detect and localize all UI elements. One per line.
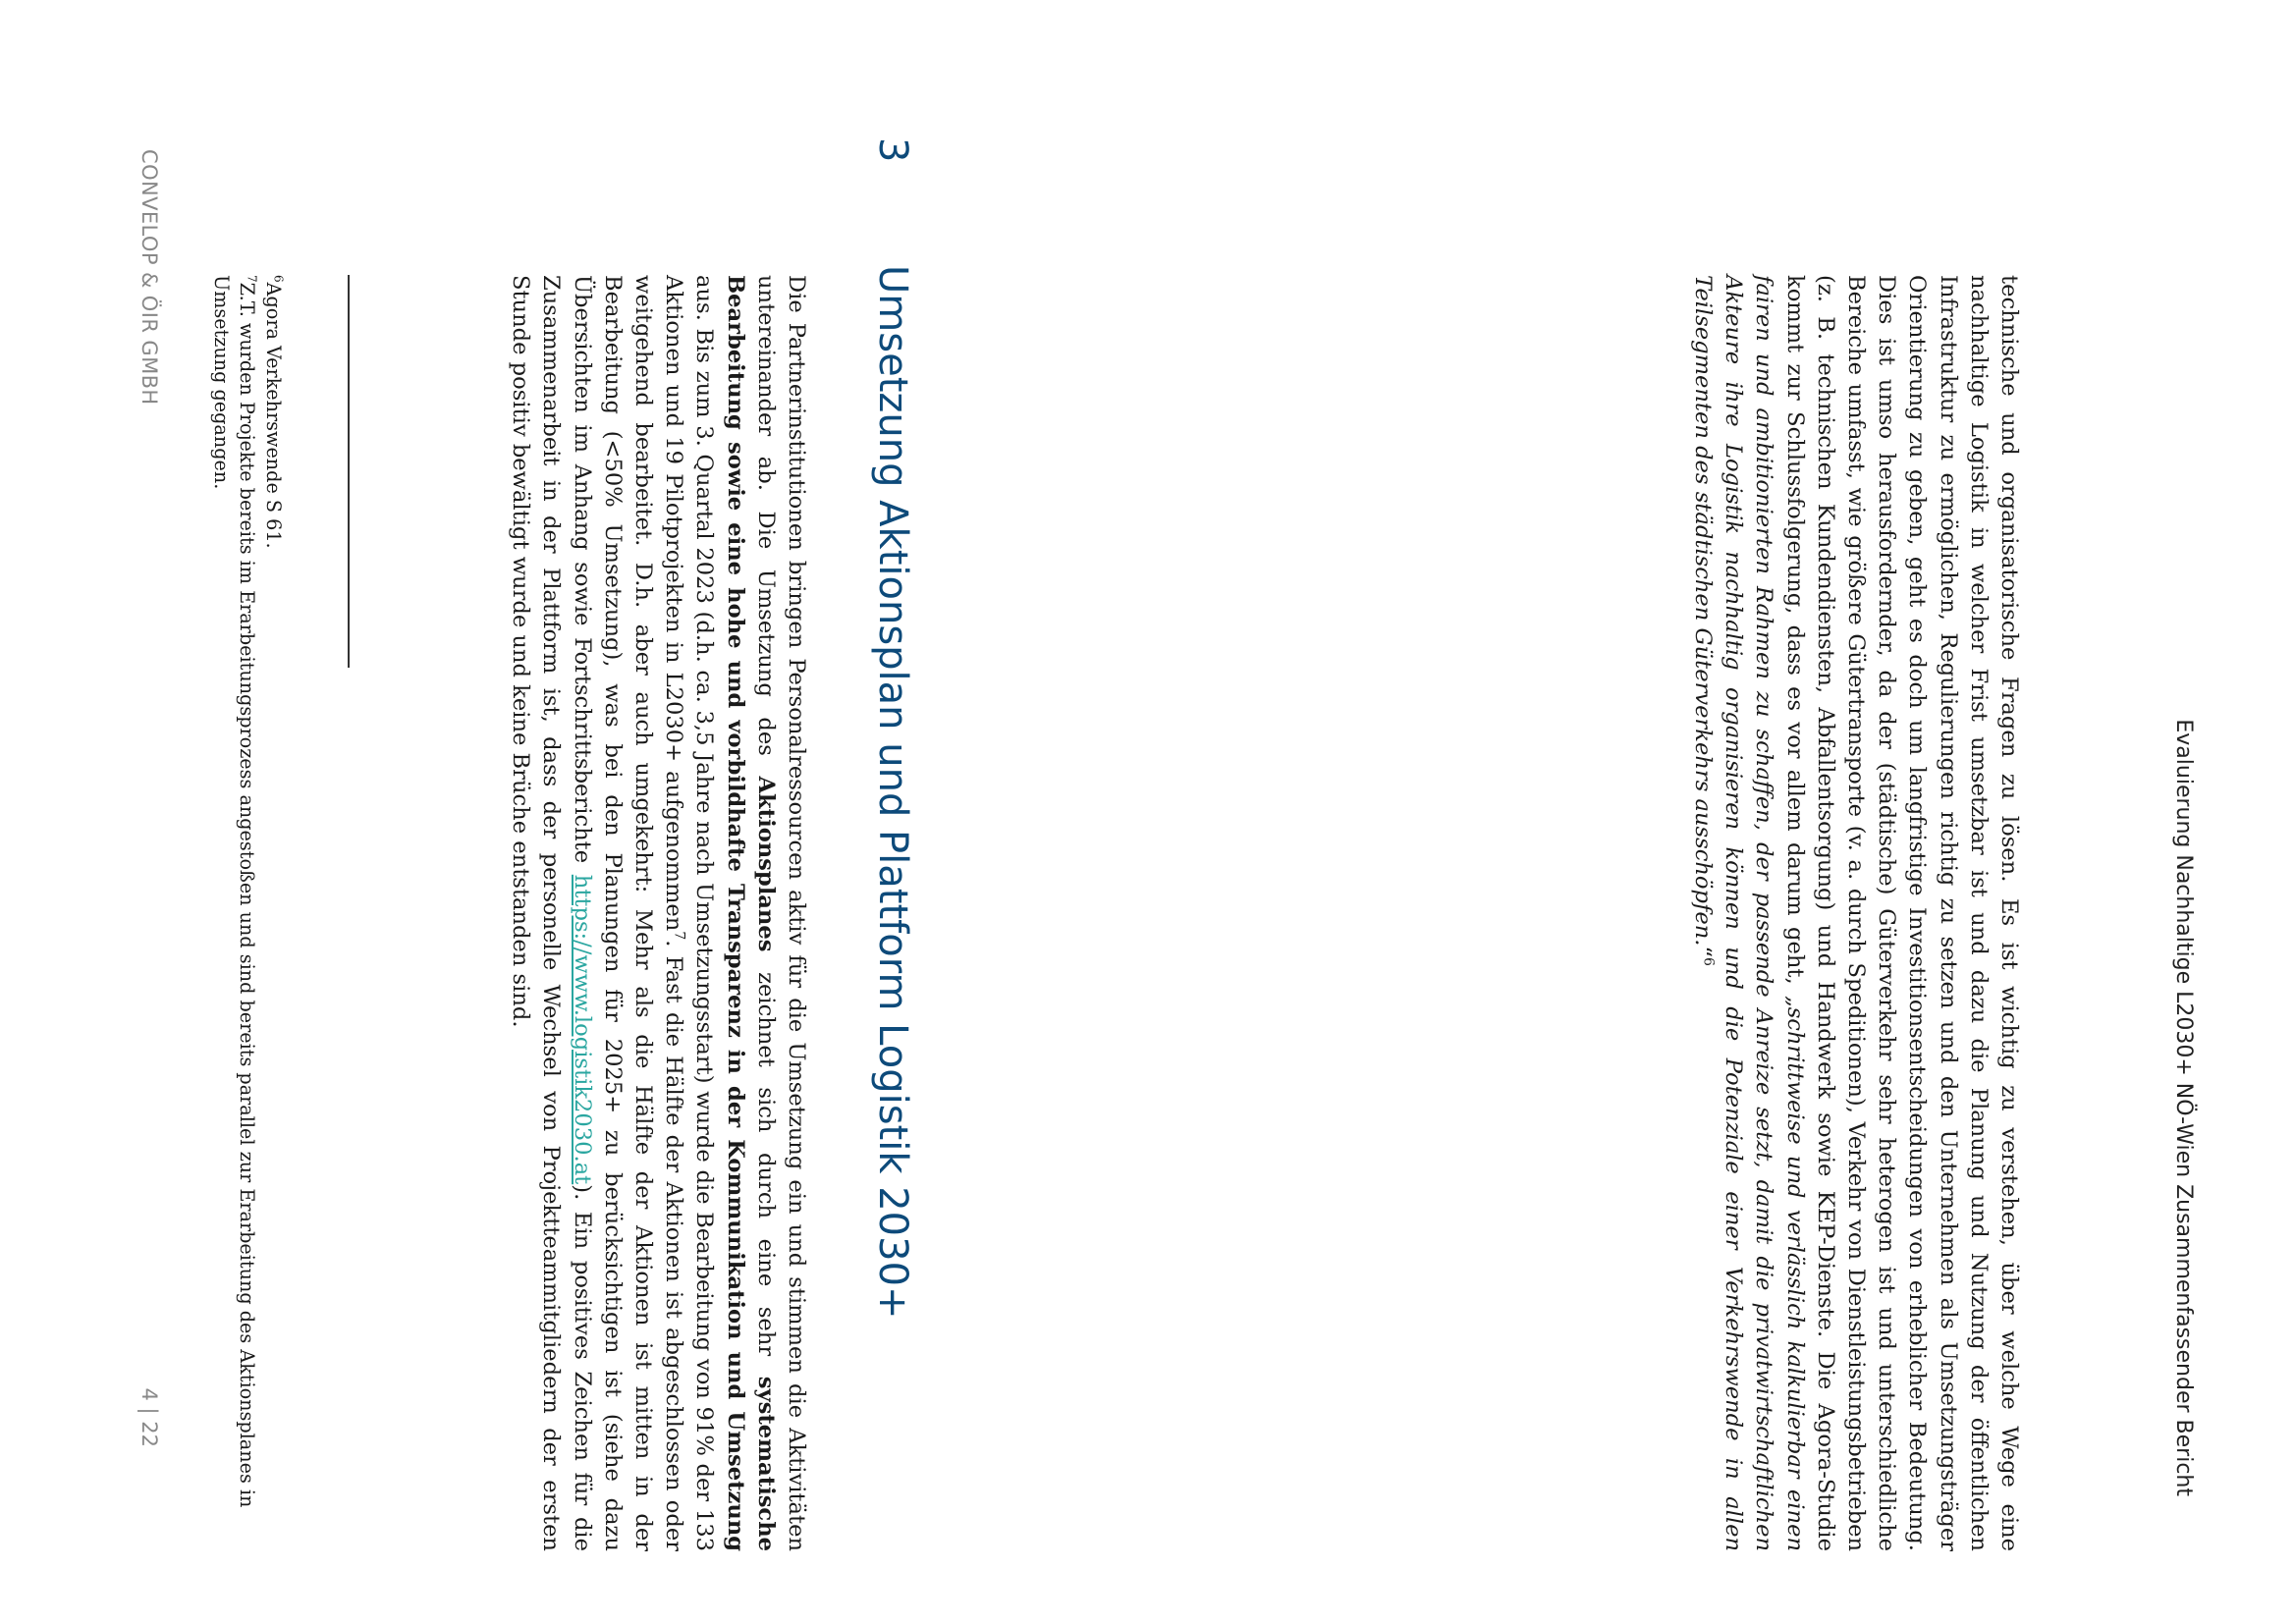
agora-quote: „schrittweise und verlässlich kalkulierbar einen fairen und ambitionierten Rahmen zu schaffen, der passende Anreize setzt, damit die privatwirtschaftlichen Akteure ihre Logistik nachhaltig organisieren können und die Potenziale einer Verkehrswende in allen Teilsegmenten des städtischen Güterverkehrs ausschöpfen.	[1689, 275, 1808, 1552]
paragraph-text: Die Partnerinstitutionen bringen Personalressourcen aktiv für die Umsetzung ein und stimmen die Aktivitäten untereinander ab. Die Umsetzung des	[752, 275, 809, 1551]
footer-page-number: 4 | 22	[137, 1387, 161, 1447]
footer-company: CONVELOP & ÖIR GMBH	[137, 149, 161, 406]
footnote-ref-7[interactable]: 7	[671, 931, 687, 941]
footnote-separator	[348, 275, 350, 668]
paragraph-text: zeichnet sich durch eine sehr	[752, 951, 779, 1377]
footnote-text: Agora Verkehrswende S 61.	[262, 282, 285, 549]
body-paragraph-implementation	[505, 275, 811, 1551]
footnote-7	[207, 275, 259, 1551]
quote-close: “	[1689, 946, 1716, 958]
footnote-text: Z.T. wurden Projekte bereits im Erarbeitungsprozess angestoßen und sind bereits parallel zur Erarbeitung des Aktionsplanes in Umsetzung gegangen.	[209, 275, 259, 1508]
logistik2030-link[interactable]: https://www.logistik2030.at	[569, 874, 595, 1185]
bold-systematische-bearbeitung: systematische Bearbeitung sowie eine hohe und vorbildhafte Transparenz in der Kommunikation und Umsetzung	[722, 275, 779, 1551]
paragraph-text: technische und organisatorische Fragen zu lösen. Es ist wichtig zu verstehen, über welche Wege eine nachhaltige Logistik in welcher Frist umsetzbar ist und dazu die Planung und Nutzung der öffentlichen Infrastruktur zu ermöglichen, Regulierungen richtig zu setzen und den Unternehmen als Umsetzungsträger Orientierung zu geben, geht es doch um langfristige Investitionsentscheidungen von erheblicher Bedeutung. Dies ist umso herausfordernder, da der (städtische) Güterverkehr sehr heterogen ist und unterschiedliche Bereiche umfasst, wie größere Gütertransporte (v. a. durch Speditionen), Verkehr von Dienstleistungsbetrieben (z. B. technischen Kundendiensten, Abfallentsorgung) und Handwerk sowie KEP-Dienste. Die Agora-Studie kommt zur Schlussfolgerung, dass es vor allem darum geht,	[1781, 275, 2022, 1551]
paragraph-text: aus. Bis zum 3. Quartal 2023 (d.h. ca. 3,5 Jahre nach Umsetzungsstart) wurde die Bearbeitung von 91% der 133 Aktionen und 19 Pilotprojekten in L2030+ aufgenommen	[661, 275, 718, 1551]
footnotes	[207, 275, 286, 1551]
footnote-ref-6[interactable]: 6	[1700, 957, 1717, 966]
footnote-mark: 6	[271, 275, 286, 283]
chapter-heading	[868, 128, 917, 1581]
paragraph-text: ). Ein positives Zeichen für die Zusammenarbeit in der Plattform ist, dass der personelle Wechsel von Projektteammitgliedern der ersten Stunde positiv bewältigt wurde und keine Brüche entstanden sind.	[508, 275, 595, 1551]
footnote-mark: 7	[245, 275, 259, 283]
chapter-number: 3	[870, 137, 916, 163]
body-paragraph-agora	[1687, 275, 2024, 1551]
bold-aktionsplanes: Aktionsplanes	[752, 776, 779, 952]
chapter-title: Umsetzung Aktionsplan und Plattform Logistik 2030+	[870, 265, 916, 1320]
running-header: Evaluierung Nachhaltige L2030+ NÖ-Wien Zusammenfassender Bericht	[2171, 719, 2196, 1496]
footnote-6	[259, 275, 286, 1551]
paragraph-text: . Fast die Hälfte der Aktionen ist abgeschlossen oder weitgehend bearbeitet. D.h. aber auch umgekehrt: Mehr als die Hälfte der Aktionen ist mitten in der Bearbeitung (<50% Umsetzung), was bei den Planungen für 2025+ zu berücksichtigen ist (siehe dazu Übersichten im Anhang sowie Fortschrittsberichte	[569, 275, 687, 1551]
